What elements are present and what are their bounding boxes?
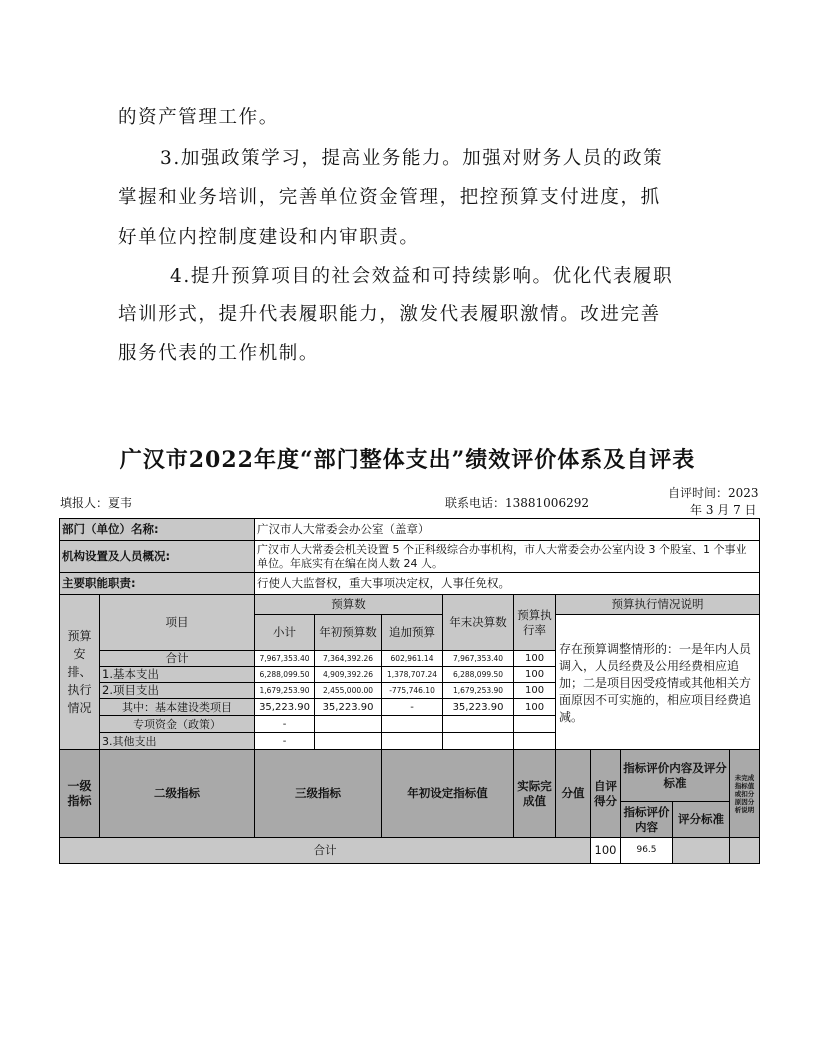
duty-value: 行使人大监督权，重大事项决定权，人事任免权。	[255, 573, 760, 595]
paragraph-line: 服务代表的工作机制。	[118, 343, 320, 364]
row-name: 2.项目支出	[100, 683, 255, 699]
level2-header: 二级指标	[100, 750, 255, 838]
org-value: 广汉市人大常委会机关设置 5 个正科级综合办事机构，市人大常委会办公室内设 3 个股室、1 个事业单位。年底实有在编在岗人数 24 人。	[255, 541, 760, 573]
item-header: 项目	[100, 595, 255, 651]
row-added: 602,961.14	[382, 651, 443, 667]
row-subtotal: -	[255, 716, 315, 733]
paragraph-line: 4.提升预算项目的社会效益和可持续影响。优化代表履职	[170, 266, 674, 287]
added-header: 追加预算	[382, 615, 443, 651]
actual-header: 实际完成值	[514, 750, 556, 838]
row-final: 7,967,353.40	[443, 651, 514, 667]
level3-header: 三级指标	[255, 750, 382, 838]
row-subtotal: 1,679,253.90	[255, 683, 315, 699]
paragraph-line: 掌握和业务培训，完善单位资金管理，把控预算支付进度，抓	[118, 187, 661, 208]
not-done-header: 未完成指标值或扣分原因分析说明	[730, 750, 760, 838]
row-initial	[315, 733, 382, 750]
self-score-header: 自评得分	[591, 750, 621, 838]
row-rate: 100	[514, 683, 556, 699]
paragraph-line: 3.加强政策学习，提高业务能力。加强对财务人员的政策	[160, 148, 664, 169]
eval-standard-header: 评分标准	[673, 802, 730, 838]
row-initial: 7,364,392.26	[315, 651, 382, 667]
final-header: 年末决算数	[443, 595, 514, 651]
eval-date-line2: 年 3 月 7 日	[690, 503, 757, 517]
level1-header: 一级指标	[60, 750, 100, 838]
row-subtotal: 7,967,353.40	[255, 651, 315, 667]
self-evaluation-table	[59, 518, 760, 864]
rate-header: 预算执行率	[514, 595, 556, 651]
explain-text: 存在预算调整情形的：一是年内人员调入，人员经费及公用经费相应追加；二是项目因受疫情或其他相关方面原因不可实施的，相应项目经费追减。	[556, 615, 760, 750]
row-rate	[514, 733, 556, 750]
filler-label: 填报人：夏韦	[60, 496, 133, 510]
eval-group-header: 指标评价内容及评分标准	[621, 750, 730, 802]
row-final: 35,223.90	[443, 699, 514, 716]
row-subtotal: 6,288,099.50	[255, 667, 315, 683]
row-name: 其中：基本建设类项目	[100, 699, 255, 716]
eval-content-header: 指标评价内容	[621, 802, 673, 838]
explain-header: 预算执行情况说明	[556, 595, 760, 615]
row-added: -	[382, 699, 443, 716]
row-rate: 100	[514, 667, 556, 683]
row-name: 专项资金（政策）	[100, 716, 255, 733]
row-name: 3.其他支出	[100, 733, 255, 750]
budget-section-label: 预算安排、执行情况	[60, 595, 100, 750]
empty-cell	[673, 838, 730, 864]
org-label: 机构设置及人员概况:	[60, 541, 255, 573]
row-rate: 100	[514, 699, 556, 716]
score-weight-header: 分值	[556, 750, 591, 838]
row-rate: 100	[514, 651, 556, 667]
row-initial: 4,909,392.26	[315, 667, 382, 683]
row-added: -775,746.10	[382, 683, 443, 699]
row-name: 1.基本支出	[100, 667, 255, 683]
row-final	[443, 716, 514, 733]
subtotal-header: 小计	[255, 615, 315, 651]
dept-value: 广汉市人大常委会办公室（盖章）	[255, 519, 760, 541]
total-label: 合计	[60, 838, 591, 864]
row-subtotal: -	[255, 733, 315, 750]
row-initial: 2,455,000.00	[315, 683, 382, 699]
total-self-score: 96.5	[621, 838, 673, 864]
row-final	[443, 733, 514, 750]
paragraph-line: 的资产管理工作。	[118, 107, 279, 128]
row-added	[382, 733, 443, 750]
row-final: 6,288,099.50	[443, 667, 514, 683]
eval-date-line1: 自评时间：2023	[668, 486, 759, 500]
paragraph-line: 好单位内控制度建设和内审职责。	[118, 227, 420, 248]
phone-label: 联系电话：13881006292	[445, 496, 589, 510]
row-initial	[315, 716, 382, 733]
row-rate	[514, 716, 556, 733]
duty-label: 主要职能职责:	[60, 573, 255, 595]
total-score: 100	[591, 838, 621, 864]
row-added	[382, 716, 443, 733]
initial-header: 年初预算数	[315, 615, 382, 651]
row-name: 合计	[100, 651, 255, 667]
paragraph-line: 培训形式，提升代表履职能力，激发代表履职激情。改进完善	[118, 304, 661, 325]
row-initial: 35,223.90	[315, 699, 382, 716]
budget-group-header: 预算数	[255, 595, 443, 615]
row-added: 1,378,707.24	[382, 667, 443, 683]
empty-cell	[730, 838, 760, 864]
row-final: 1,679,253.90	[443, 683, 514, 699]
table-title: 广汉市2022年度“部门整体支出”绩效评价体系及自评表	[119, 447, 696, 473]
target-header: 年初设定指标值	[382, 750, 514, 838]
dept-label: 部门（单位）名称:	[60, 519, 255, 541]
row-subtotal: 35,223.90	[255, 699, 315, 716]
